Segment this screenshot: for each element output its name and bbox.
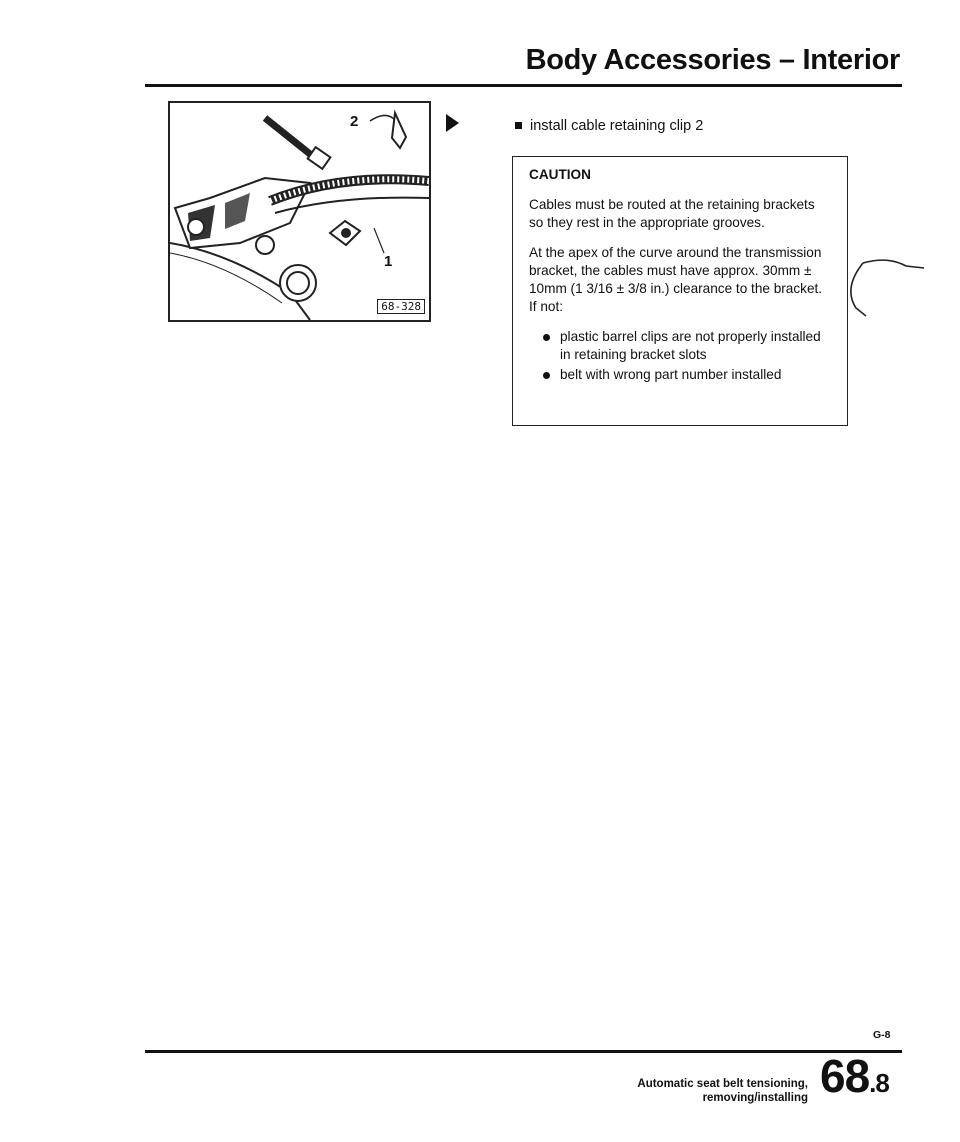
caution-box xyxy=(512,156,848,426)
section-code: G-8 xyxy=(873,1029,891,1041)
list-item: plastic barrel clips are not properly installed in retaining bracket slots xyxy=(543,328,831,364)
footer-rule xyxy=(145,1050,902,1053)
bullet-dot-icon xyxy=(543,334,550,341)
square-bullet-icon xyxy=(515,122,522,129)
illustration-figure xyxy=(168,101,431,322)
footer-description-line-2: removing/installing xyxy=(702,1092,808,1104)
bullet-dot-icon xyxy=(543,372,550,379)
step-text: install cable retaining clip 2 xyxy=(530,118,704,134)
caution-title: CAUTION xyxy=(529,167,591,182)
cable-clip-drawing xyxy=(170,103,429,320)
caution-paragraph-2: At the apex of the curve around the transmission bracket, the cables must have approx. 30mm ± 10mm (1 3/16 ± 3/8 in.) clearance to the bracket. If not: xyxy=(529,245,823,314)
callout-1: 1 xyxy=(384,253,393,270)
caution-paragraph-1: Cables must be routed at the retaining brackets so they rest in the appropriate grooves. xyxy=(529,197,815,230)
page-header-title: Body Accessories – Interior xyxy=(525,44,900,76)
callout-2: 2 xyxy=(350,113,359,130)
footer-description-line-1: Automatic seat belt tensioning, xyxy=(637,1078,808,1090)
list-item: belt with wrong part number installed xyxy=(543,366,831,384)
step-instruction xyxy=(515,118,703,134)
figure-number-label: 68-328 xyxy=(377,299,425,314)
pointer-arrow-icon xyxy=(446,114,459,132)
page-number: 68.8 xyxy=(820,1050,889,1102)
header-rule xyxy=(145,84,902,87)
caution-bullet-list xyxy=(529,328,831,384)
handwritten-bracket-mark xyxy=(838,258,928,328)
